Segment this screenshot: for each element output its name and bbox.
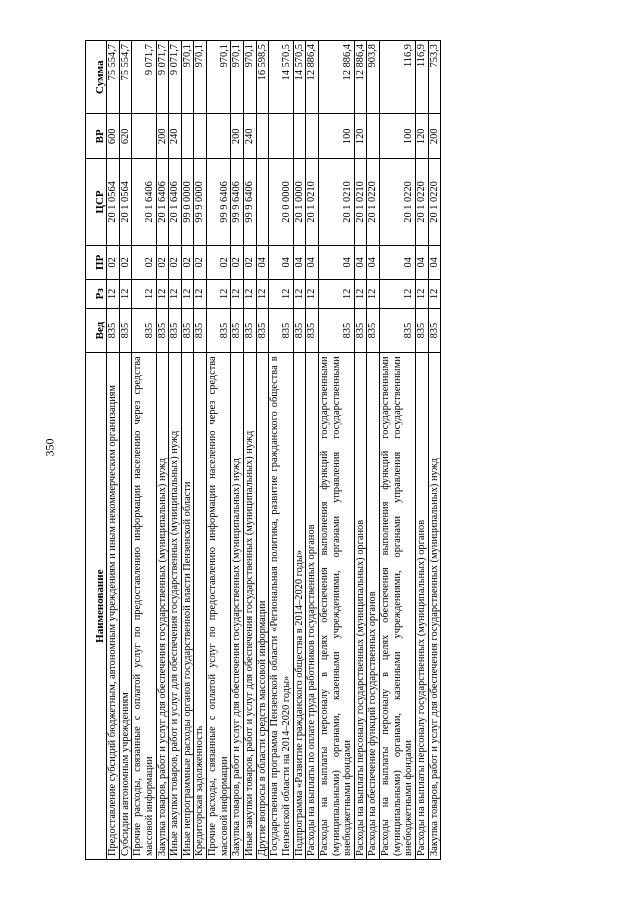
cell-name: Государственная программа Пензенской области «Региональная политика, развитие гражданского общества в Пензенской области на 2014–2020 годы» [269, 353, 293, 860]
cell-sum: 116,9 [380, 41, 416, 115]
cell-rz: 12 [207, 279, 231, 308]
cell-ved: 835 [194, 308, 207, 353]
table-row [169, 41, 182, 860]
cell-sum: 970,1 [181, 41, 194, 115]
table-row [318, 41, 354, 860]
cell-csr: 99 9 6406 [231, 159, 244, 246]
cell-sum: 14 570,5 [293, 41, 306, 115]
cell-csr: 20 1 0000 [293, 159, 306, 246]
cell-vr: 200 [156, 114, 169, 159]
cell-sum: 753,3 [428, 41, 441, 115]
cell-vr [367, 114, 380, 159]
cell-rz: 12 [119, 279, 132, 308]
cell-csr: 20 1 6406 [156, 159, 169, 246]
header-name: Наименование [86, 353, 107, 860]
cell-csr: 99 9 0000 [194, 159, 207, 246]
cell-csr: 20 1 6406 [132, 159, 156, 246]
cell-rz: 12 [194, 279, 207, 308]
cell-name: Закупка товаров, работ и услуг для обеспечения государственных (муниципальных) нужд [428, 353, 441, 860]
cell-rz: 12 [244, 279, 257, 308]
cell-sum: 9 071,7 [156, 41, 169, 115]
cell-sum: 16 598,5 [256, 41, 269, 115]
cell-ved: 835 [231, 308, 244, 353]
cell-rz: 12 [318, 279, 354, 308]
cell-rz: 12 [354, 279, 367, 308]
page-number: 350 [42, 438, 57, 457]
cell-rz: 12 [428, 279, 441, 308]
table-row [269, 41, 293, 860]
cell-csr: 99 9 6406 [207, 159, 231, 246]
table-row [428, 41, 441, 860]
cell-rz: 12 [367, 279, 380, 308]
cell-name: Иные закупки товаров, работ и услуг для обеспечения государственных (муниципальных) нужд [244, 353, 257, 860]
cell-ved: 835 [156, 308, 169, 353]
cell-csr: 20 1 0564 [119, 159, 132, 246]
cell-pr: 02 [244, 245, 257, 279]
cell-name: Другие вопросы в области средств массовой информации [256, 353, 269, 860]
table-row [306, 41, 319, 860]
cell-ved: 835 [354, 308, 367, 353]
cell-rz: 12 [416, 279, 429, 308]
cell-sum: 75 554,7 [119, 41, 132, 115]
table-row [367, 41, 380, 860]
cell-sum: 970,1 [244, 41, 257, 115]
cell-sum: 12 886,4 [306, 41, 319, 115]
cell-pr: 02 [132, 245, 156, 279]
cell-vr [181, 114, 194, 159]
cell-rz: 12 [380, 279, 416, 308]
cell-csr: 20 1 0220 [416, 159, 429, 246]
cell-sum: 12 886,4 [354, 41, 367, 115]
cell-sum: 970,1 [231, 41, 244, 115]
cell-pr: 02 [181, 245, 194, 279]
cell-name: Расходы на обеспечение функций государственных органов [367, 353, 380, 860]
header-pr: ПР [86, 245, 107, 279]
header-sum: Сумма [86, 41, 107, 115]
header-rz: Рз [86, 279, 107, 308]
cell-vr: 240 [169, 114, 182, 159]
cell-ved: 835 [169, 308, 182, 353]
cell-rz: 12 [231, 279, 244, 308]
cell-vr: 120 [354, 114, 367, 159]
cell-rz: 12 [132, 279, 156, 308]
cell-ved: 835 [181, 308, 194, 353]
cell-ved: 835 [367, 308, 380, 353]
cell-csr: 20 1 0210 [354, 159, 367, 246]
table-row [181, 41, 194, 860]
cell-csr: 20 1 0210 [306, 159, 319, 246]
cell-csr: 20 1 6406 [169, 159, 182, 246]
cell-sum: 970,1 [194, 41, 207, 115]
cell-name: Закупка товаров, работ и услуг для обеспечения государственных (муниципальных) нужд [231, 353, 244, 860]
cell-vr: 600 [107, 114, 120, 159]
cell-name: Расходы на выплаты персоналу в целях обеспечения выполнения функций государственными (муниципальными) органами, казенными учреждениями, органами управления государственными внебюджетными фондами [380, 353, 416, 860]
table-row [380, 41, 416, 860]
cell-pr: 04 [416, 245, 429, 279]
cell-name: Прочие расходы, связанные с оплатой услуг по предоставлению информации населению через средства массовой информации [132, 353, 156, 860]
cell-csr: 99 9 6406 [244, 159, 257, 246]
table-row [231, 41, 244, 860]
cell-pr: 04 [380, 245, 416, 279]
cell-pr: 02 [156, 245, 169, 279]
cell-sum: 12 886,4 [318, 41, 354, 115]
header-csr: ЦСР [86, 159, 107, 246]
cell-vr: 620 [119, 114, 132, 159]
cell-sum: 116,9 [416, 41, 429, 115]
cell-ved: 835 [119, 308, 132, 353]
cell-sum: 9 071,7 [169, 41, 182, 115]
cell-sum: 970,1 [207, 41, 231, 115]
table-header-row [86, 41, 107, 860]
budget-table [85, 40, 441, 860]
rotated-table-container [85, 40, 545, 860]
table-row [293, 41, 306, 860]
cell-rz: 12 [181, 279, 194, 308]
cell-name: Закупка товаров, работ и услуг для обеспечения государственных (муниципальных) нужд [156, 353, 169, 860]
cell-name: Субсидии автономным учреждениям [119, 353, 132, 860]
cell-pr: 04 [354, 245, 367, 279]
cell-csr: 20 1 0210 [318, 159, 354, 246]
header-vr: ВР [86, 114, 107, 159]
cell-vr: 240 [244, 114, 257, 159]
cell-sum: 903,8 [367, 41, 380, 115]
cell-name: Расходы на выплаты по оплате труда работников государственных органов [306, 353, 319, 860]
cell-vr: 120 [416, 114, 429, 159]
cell-csr: 20 1 0564 [107, 159, 120, 246]
cell-rz: 12 [169, 279, 182, 308]
cell-name: Кредиторская задолженность [194, 353, 207, 860]
cell-csr: 20 0 0000 [269, 159, 293, 246]
cell-rz: 12 [269, 279, 293, 308]
cell-name: Прочие расходы, связанные с оплатой услуг по предоставлению информации населению через средства массовой информации [207, 353, 231, 860]
cell-pr: 02 [207, 245, 231, 279]
cell-vr [306, 114, 319, 159]
cell-name: Расходы на выплаты персоналу в целях обеспечения выполнения функций государственными (муниципальными) органами, казенными учреждениями, органами управления государственными внебюджетными фондами [318, 353, 354, 860]
cell-pr: 02 [107, 245, 120, 279]
table-row [416, 41, 429, 860]
cell-vr: 200 [428, 114, 441, 159]
cell-rz: 12 [256, 279, 269, 308]
table-row [107, 41, 120, 860]
table-row [354, 41, 367, 860]
cell-rz: 12 [306, 279, 319, 308]
cell-name: Иные закупки товаров, работ и услуг для обеспечения государственных (муниципальных) нужд [169, 353, 182, 860]
cell-vr [256, 114, 269, 159]
cell-vr [293, 114, 306, 159]
cell-ved: 835 [244, 308, 257, 353]
cell-rz: 12 [156, 279, 169, 308]
cell-pr: 02 [119, 245, 132, 279]
cell-ved: 835 [416, 308, 429, 353]
cell-vr [269, 114, 293, 159]
cell-vr: 100 [318, 114, 354, 159]
table-row [256, 41, 269, 860]
cell-csr: 99 0 0000 [181, 159, 194, 246]
table-row [132, 41, 156, 860]
cell-pr: 02 [194, 245, 207, 279]
cell-ved: 835 [132, 308, 156, 353]
cell-vr: 100 [380, 114, 416, 159]
cell-rz: 12 [293, 279, 306, 308]
cell-pr: 04 [306, 245, 319, 279]
cell-name: Расходы на выплаты персоналу государственных (муниципальных) органов [354, 353, 367, 860]
cell-ved: 835 [207, 308, 231, 353]
cell-sum: 9 071,7 [132, 41, 156, 115]
cell-csr: 20 1 0220 [380, 159, 416, 246]
cell-name: Иные непрограммные расходы органов государственной власти Пензенской области [181, 353, 194, 860]
cell-pr: 02 [169, 245, 182, 279]
cell-ved: 835 [269, 308, 293, 353]
cell-vr [207, 114, 231, 159]
cell-ved: 835 [293, 308, 306, 353]
cell-pr: 02 [231, 245, 244, 279]
header-ved: Вед [86, 308, 107, 353]
cell-pr: 04 [269, 245, 293, 279]
cell-pr: 04 [367, 245, 380, 279]
cell-pr: 04 [293, 245, 306, 279]
cell-sum: 14 570,5 [269, 41, 293, 115]
cell-ved: 835 [380, 308, 416, 353]
cell-ved: 835 [256, 308, 269, 353]
cell-ved: 835 [306, 308, 319, 353]
cell-name: Предоставление субсидий бюджетным, автономным учреждениям и иным некоммерческим организациям [107, 353, 120, 860]
cell-csr [256, 159, 269, 246]
cell-ved: 835 [107, 308, 120, 353]
cell-vr [194, 114, 207, 159]
cell-csr: 20 1 0220 [367, 159, 380, 246]
table-row [207, 41, 231, 860]
cell-ved: 835 [318, 308, 354, 353]
cell-csr: 20 1 0220 [428, 159, 441, 246]
cell-ved: 835 [428, 308, 441, 353]
table-row [194, 41, 207, 860]
cell-pr: 04 [428, 245, 441, 279]
table-row [119, 41, 132, 860]
cell-name: Подпрограмма «Развитие гражданского общества в 2014–2020 годы» [293, 353, 306, 860]
table-row [244, 41, 257, 860]
table-row [156, 41, 169, 860]
cell-vr [132, 114, 156, 159]
cell-sum: 75 554,7 [107, 41, 120, 115]
cell-rz: 12 [107, 279, 120, 308]
cell-name: Расходы на выплаты персоналу государственных (муниципальных) органов [416, 353, 429, 860]
cell-pr: 04 [256, 245, 269, 279]
cell-pr: 04 [318, 245, 354, 279]
cell-vr: 200 [231, 114, 244, 159]
